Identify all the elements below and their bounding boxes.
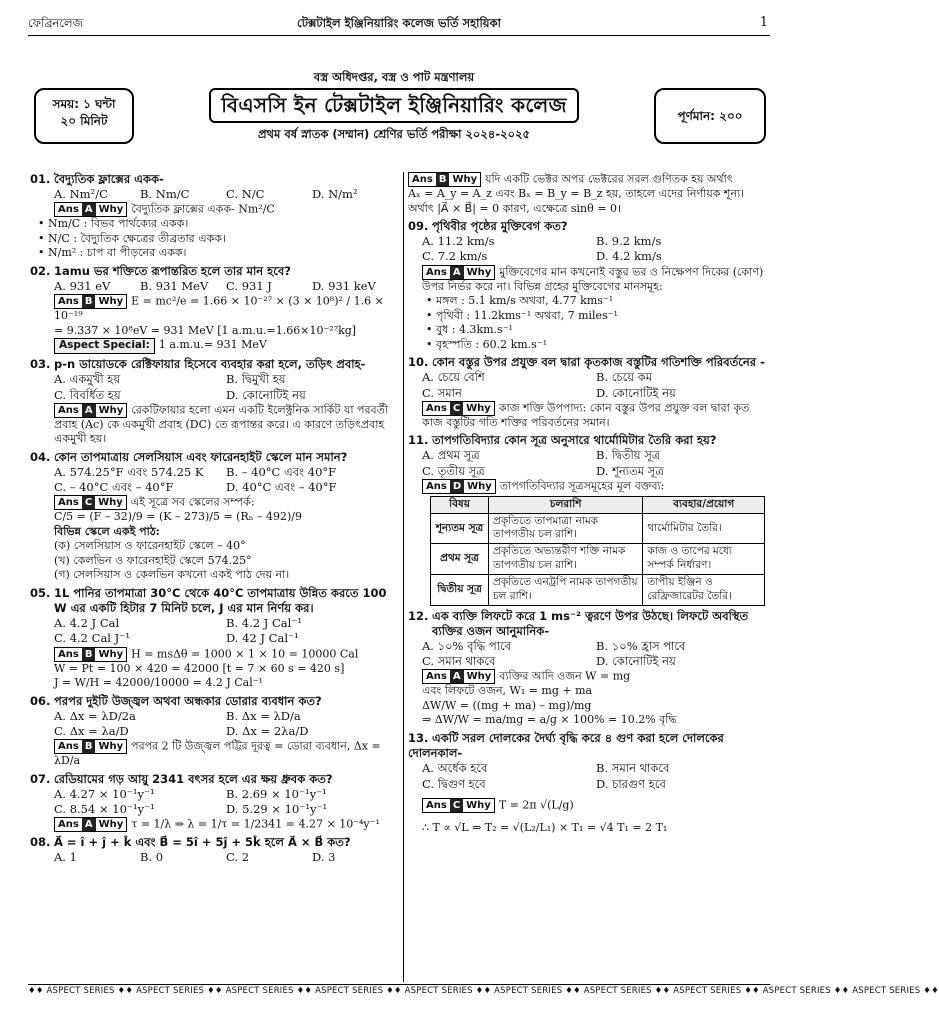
question-09: [408, 219, 770, 352]
formula: C/5 = (F – 32)/9 = (K – 273)/5 = (Rₙ – 492)/9: [54, 510, 302, 524]
question-07: [30, 772, 398, 833]
aspect-special-text: 1 a.m.u.= 931 MeV: [158, 338, 267, 352]
running-header-title: টেক্সটাইল ইঞ্জিনিয়ারিং কলেজ ভর্তি সহায়িকা: [297, 16, 501, 30]
option: C. – 40°C এবং – 40°F: [54, 480, 174, 495]
options: [30, 709, 398, 739]
option: D. 931 keV: [312, 279, 376, 294]
option: D. 42 J Cal⁻¹: [226, 631, 299, 646]
answer-badge: Ans C Why: [422, 401, 495, 416]
options: [408, 448, 770, 478]
explanation: রেকটিফায়ার হলো এমন একটি ইলেক্ট্রনিক সার্কিট যা পরবর্তী প্রবাহ (Ac) কে একমুখী প্রবাহ (DC) তে রূপান্তর করে। এ কারণে তড়িৎপ্রবাহ একমুখী হয়।: [54, 403, 389, 446]
explanation: এই সূত্রে সব স্কেলের সম্পর্ক:: [130, 495, 255, 509]
question-text: তাপগতিবিদ্যার কোন সূত্র অনুসারে থার্মোমিটার তৈরি করা হয়?: [432, 433, 717, 448]
explanation: T = 2π √(L/g): [498, 798, 574, 812]
options: [30, 187, 398, 202]
option: C. তৃতীয় সূত্র: [422, 463, 485, 478]
planet-row: • পৃথিবী : 11.2kms⁻¹ অথবা, 7 miles⁻¹: [426, 308, 618, 322]
explanation: ব্যক্তির আদি ওজন W = mg: [499, 669, 631, 683]
question-04: [30, 450, 398, 583]
option: B. ১০% হ্রাস পাবে: [596, 639, 686, 654]
table-header: চলরাশি: [489, 496, 643, 513]
option: A. 1: [54, 850, 77, 865]
time-line-2: ২০ মিনিট: [60, 114, 108, 129]
explanation-line: ⇒ ΔW/W = ma/mg = a/g × 100% = 10.2% বৃদ্ধি: [422, 713, 677, 727]
option: B. 2.69 × 10⁻¹y⁻¹: [226, 786, 327, 801]
explanation: বৈদ্যুতিক ফ্লাক্সের একক- Nm²/C: [131, 202, 275, 216]
option: C. 931 J: [226, 279, 272, 294]
table-row: দ্বিতীয় সূত্র প্রকৃতিতে এনট্রপি নামক তাপগতীয় চল রাশি। তাপীয় ইঞ্জিন ও রেফ্রিজারেটর তৈরি।: [431, 575, 765, 606]
answer-badge: Ans B Why: [54, 294, 127, 309]
question-text: রেডিয়ামের গড় আয়ু 2341 বৎসর হলে এর ক্ষয় ধ্রুবক কত?: [54, 771, 333, 786]
options: [408, 639, 770, 669]
option: A. 11.2 km/s: [422, 234, 495, 249]
option: D. 3: [312, 850, 336, 865]
bullet: • Nm/C : বিভব পার্থক্যের একক।: [38, 217, 189, 231]
option: A. প্রথম সূত্র: [422, 448, 480, 463]
question-text: বৈদ্যুতিক ফ্লাক্সের একক-: [54, 172, 164, 186]
option: B. 0: [140, 850, 164, 865]
option: B. 4.2 J Cal⁻¹: [226, 616, 302, 631]
question-number: 09.: [408, 219, 429, 234]
question-number: 07.: [30, 771, 51, 786]
planet-row: • বুধ : 4.3km.s⁻¹: [426, 323, 513, 337]
explanation-line: (খ) কেলভিন ও ফারেনহাইট স্কেলে 574.25°: [54, 553, 252, 567]
question-number: 12.: [408, 608, 429, 623]
answer-badge: Ans A Why: [54, 202, 127, 217]
option: C. সমান থাকবে: [422, 654, 496, 669]
question-text: এক ব্যক্তি লিফটে করে 1 ms⁻² ত্বরণে উপর উঠছে। লিফটে অবস্থিত ব্যক্তির ওজন আনুমানিক-: [432, 608, 749, 638]
question-text: একটি সরল দোলকের দৈর্ঘ্য বৃদ্ধি করে ৪ গুণ করা হলে দোলকের দোলনকাল-: [408, 731, 724, 761]
question-08: [30, 835, 398, 865]
answer-badge: Ans C Why: [54, 495, 127, 510]
question-06: [30, 694, 398, 769]
question-number: 06.: [30, 693, 51, 708]
explanation: যদি একটি ভেক্টর অপর ভেক্টরের সরল গুণিতক হয় অর্থাৎ: [485, 172, 733, 186]
running-header-left: ফেব্রিনলেজ: [28, 16, 83, 30]
option: A. Nm²/C: [54, 187, 108, 202]
options: [30, 850, 398, 865]
option: D. কোনোটিই নয়: [226, 387, 306, 402]
explanation-line: W = Pt = 100 × 420 = 42000 [t = 7 × 60 s = 420 s]: [54, 661, 345, 675]
options: [408, 370, 770, 400]
option: A. 4.2 J Cal: [54, 616, 120, 631]
option: C. 4.2 Cal J⁻¹: [54, 631, 130, 646]
answer-badge: Ans B Why: [54, 647, 127, 662]
ministry-line: বস্ত্র অধিদপ্তর, বস্ত্র ও পাট মন্ত্রণালয়: [313, 70, 475, 84]
options: [30, 279, 398, 294]
question-05: [30, 586, 398, 691]
option: C. 8.54 × 10⁻¹y⁻¹: [54, 801, 155, 816]
option: D. কোনোটিই নয়: [596, 385, 676, 400]
question-03: [30, 357, 398, 447]
option: C. দ্বিগুণ হবে: [422, 776, 486, 791]
question-text: p-n ডায়োডকে রেক্টিফায়ার হিসেবে ব্যবহার করা হলে, তড়িৎ প্রবাহ-: [54, 357, 366, 372]
left-column: [30, 172, 398, 868]
aspect-special-badge: Aspect Special:: [54, 338, 155, 354]
option: B. 9.2 km/s: [596, 234, 662, 249]
option: B. দ্বিতীয় সূত্র: [596, 448, 661, 463]
time-line-1: সময়: ১ ঘন্টা: [52, 97, 116, 111]
explanation-line: এবং লিফটে ওজন, W₁ = mg + ma: [422, 684, 593, 698]
question-08-answer: [408, 172, 770, 216]
question-10: [408, 355, 770, 430]
option: D. 5.29 × 10⁻¹y⁻¹: [226, 801, 328, 816]
question-11: [408, 433, 770, 606]
option: A. একমুখী হয়: [54, 372, 121, 387]
explanation-line: = 9.337 × 10⁸eV = 931 MeV [1 a.m.u.=1.66×10⁻²⁷kg]: [54, 323, 357, 337]
question-number: 08.: [30, 835, 51, 850]
question-12: [408, 609, 770, 728]
question-text: কোন তাপমাত্রায় সেলসিয়াস এবং ফারেনহাইট স্কেলে মান সমান?: [54, 449, 348, 464]
explanation-line: J = W/H = 42000/10000 = 4.2 J Cal⁻¹: [54, 676, 263, 690]
explanation-line: ΔW/W = ((mg + ma) – mg)/mg: [422, 698, 592, 712]
options: [408, 234, 770, 264]
question-number: 11.: [408, 433, 429, 448]
question-number: 05.: [30, 585, 51, 600]
option: A. 931 eV: [54, 279, 111, 294]
option: A. 4.27 × 10⁻¹y⁻¹: [54, 786, 155, 801]
question-number: 03.: [30, 357, 51, 372]
option: D. চারগুণ হবে: [596, 776, 666, 791]
option: D. N/m²: [312, 187, 358, 202]
option: C. 2: [226, 850, 250, 865]
option: C. N/C: [226, 187, 265, 202]
running-header: [28, 14, 770, 36]
answer-badge: Ans D Why: [422, 479, 496, 494]
option: D. কোনোটিই নয়: [596, 654, 676, 669]
thermodynamics-laws-table: [430, 496, 765, 606]
question-13: [408, 731, 770, 835]
question-number: 04.: [30, 449, 51, 464]
question-02: [30, 264, 398, 354]
subheading: বিভিন্ন স্কেলে একই পাঠ:: [54, 524, 160, 538]
explanation-line: অর্থাৎ |A⃗ × B⃗| = 0 কারণ, এক্ষেত্রে sinθ = 0।: [408, 201, 622, 215]
option: A. চেয়ে বেশি: [422, 370, 485, 385]
option: A. 574.25°F এবং 574.25 K: [54, 464, 204, 479]
option: A. Δx = λD/2a: [54, 708, 136, 723]
planet-row: • মঙ্গল : 5.1 km/s অথবা, 4.77 kms⁻¹: [426, 294, 614, 308]
answer-badge: Ans A Why: [54, 817, 127, 832]
question-01: [30, 172, 398, 261]
exam-header: [28, 72, 770, 168]
option: D. 40°C এবং – 40°F: [226, 480, 337, 495]
question-number: 13.: [408, 731, 429, 745]
explanation: E = mc²/e = 1.66 × 10⁻²⁷ × (3 × 10⁸)² / 1.6 × 10⁻¹⁹: [54, 294, 384, 323]
options: [30, 372, 398, 402]
answer-badge: Ans A Why: [54, 403, 127, 418]
answer-badge: Ans A Why: [422, 669, 495, 684]
explanation-line: (গ) সেলসিয়াস ও কেলভিন কখনো একই পাঠ দেয় না।: [54, 568, 290, 582]
question-number: 10.: [408, 355, 429, 370]
time-box: [34, 88, 134, 144]
explanation: পরপর 2 টি উজ্জ্বল পট্টির দূরত্ব = ডোরা ব্যবধান, Δx = λD/a: [54, 739, 381, 768]
table-header: বিষয়: [431, 496, 489, 513]
planet-row: • বৃহস্পতি : 60.2 km.s⁻¹: [426, 337, 548, 351]
option: C. সমান: [422, 385, 462, 400]
option: C. 7.2 km/s: [422, 249, 488, 264]
option: B. Δx = λD/a: [226, 708, 301, 723]
explanation-line: Aₓ = A_y = A_z এবং Bₓ = B_y = B_z হয়, তাহলে এদের নির্ণায়ক শূন্য।: [408, 187, 745, 201]
option: B. 931 MeV: [140, 279, 209, 294]
options: [30, 616, 398, 646]
question-number: 02.: [30, 263, 51, 278]
question-text: পরপর দুইটি উজ্জ্বল অথবা অন্ধকার ডোরার ব্যবধান কত?: [54, 693, 322, 708]
explanation: H = msΔθ = 1000 × 1 × 10 = 10000 Cal: [131, 647, 359, 661]
question-text: 1amu ভর শক্তিতে রূপান্তরিত হলে তার মান হবে?: [54, 263, 291, 278]
bullet: • N/C : বৈদ্যুতিক ক্ষেত্রের তীব্রতার একক।: [38, 231, 226, 245]
option: A. ১০% বৃদ্ধি পাবে: [422, 639, 512, 654]
option: C. বিবর্ধিত হয়: [54, 387, 121, 402]
option: B. Nm/C: [140, 187, 190, 202]
college-title: বিএসসি ইন টেক্সটাইল ইঞ্জিনিয়ারিং কলেজ: [209, 88, 579, 122]
footer-band: ♦♦ ASPECT SERIES ♦♦ ASPECT SERIES ♦♦ ASPECT SERIES ♦♦ ASPECT SERIES ♦♦ ASPECT SERIES ♦♦ ASPECT SERIES ♦♦ ASPECT SERIES ♦♦ ASPECT SERIES ♦♦ ASPECT SERIES ♦♦ ASPECT SERIES ♦♦: [28, 986, 939, 996]
question-text: A⃗ = î + ĵ + k̂ এবং B⃗ = 5î + 5ĵ + 5k̂ হলে A⃗ × B⃗ কত?: [54, 835, 351, 850]
explanation: কাজ শক্তি উপপাদ্য: কোন বস্তুর উপর প্রযুক্ত বল দ্বারা কৃত কাজ বস্তুটির গতি শক্তির পরিবর্তনের সমান।: [422, 401, 750, 429]
options: [30, 787, 398, 817]
answer-badge: Ans C Why: [422, 798, 495, 813]
marks-box: পূর্ণমান: ২০০: [654, 88, 766, 144]
option: C. Δx = λa/D: [54, 723, 129, 738]
option: B. – 40°C এবং 40°F: [226, 464, 337, 479]
options: [30, 465, 398, 495]
explanation: তাপগতিবিদ্যার সূত্রসমূহের মূল বক্তব্য:: [499, 479, 665, 493]
options: [408, 761, 770, 791]
question-text: 1L পানির তাপমাত্রা 30°C থেকে 40°C তাপমাত্রায় উন্নিত করতে 100 W এর একটি হিটার 7 মিনিট চলে, J এর মান নির্ণয় কর।: [54, 585, 387, 615]
answer-badge: Ans B Why: [54, 739, 127, 754]
question-text: পৃথিবীর পৃষ্ঠের মুক্তিবেগ কত?: [432, 219, 568, 234]
option: D. শূন্যতম সূত্র: [596, 463, 664, 478]
answer-badge: Ans A Why: [422, 265, 495, 280]
exam-line: প্রথম বর্ষ স্নাতক (সম্মান) শ্রেণির ভর্তি পরীক্ষা ২০২৪-২০২৫: [257, 126, 531, 141]
answer-badge: Ans B Why: [408, 172, 481, 187]
option: B. চেয়ে কম: [596, 370, 653, 385]
column-divider: [403, 172, 404, 982]
explanation: τ = 1/λ ⇒ λ = 1/τ = 1/2341 = 4.27 × 10⁻⁴y⁻¹: [131, 817, 380, 831]
question-text: কোন বস্তুর উপর প্রযুক্ত বল দ্বারা কৃতকাজ বস্তুটির গতিশক্তি পরিবর্তনের -: [432, 355, 765, 370]
explanation-line: ∴ T ∝ √L ⇒ T₂ = √(L₂/L₁) × T₁ = √4 T₁ = 2 T₁: [422, 820, 668, 834]
table-header: ব্যবহার/প্রয়োগ: [643, 496, 765, 513]
explanation-line: (ক) সেলসিয়াস ও ফারেনহাইট স্কেলে – 40°: [54, 539, 246, 553]
bullet: • N/m² : চাপ বা পীড়নের একক।: [38, 246, 187, 260]
option: B. দ্বিমুখী হয়: [226, 372, 286, 387]
option: B. সমান থাকবে: [596, 761, 670, 776]
table-row: প্রথম সূত্র প্রকৃতিতে অভ্যন্তরীণ শক্তি নামক তাপগতীয় চল রাশি। কাজ ও তাপের মধ্যে সম্পর্ক নির্ধারণ।: [431, 544, 765, 575]
option: D. 4.2 km/s: [596, 249, 662, 264]
option: A. অর্ধেক হবে: [422, 761, 488, 776]
table-row: শূন্যতম সূত্র প্রকৃতিতে তাপমাত্রা নামক তাপগতীয় চল রাশি। থার্মোমিটার তৈরি।: [431, 513, 765, 544]
page-number: 1: [759, 15, 768, 30]
question-number: 01.: [30, 172, 51, 186]
explanation: মুক্তিবেগের মান কখনোই বস্তুর ভর ও নিক্ষেপণ দিকের (কোণ) উপর নির্ভর করে না। বিভিন্ন গ্রহের মুক্তিবেগের মানসমূহ:: [422, 265, 764, 293]
right-column: [408, 172, 770, 838]
option: D. Δx = 2λa/D: [226, 723, 309, 738]
